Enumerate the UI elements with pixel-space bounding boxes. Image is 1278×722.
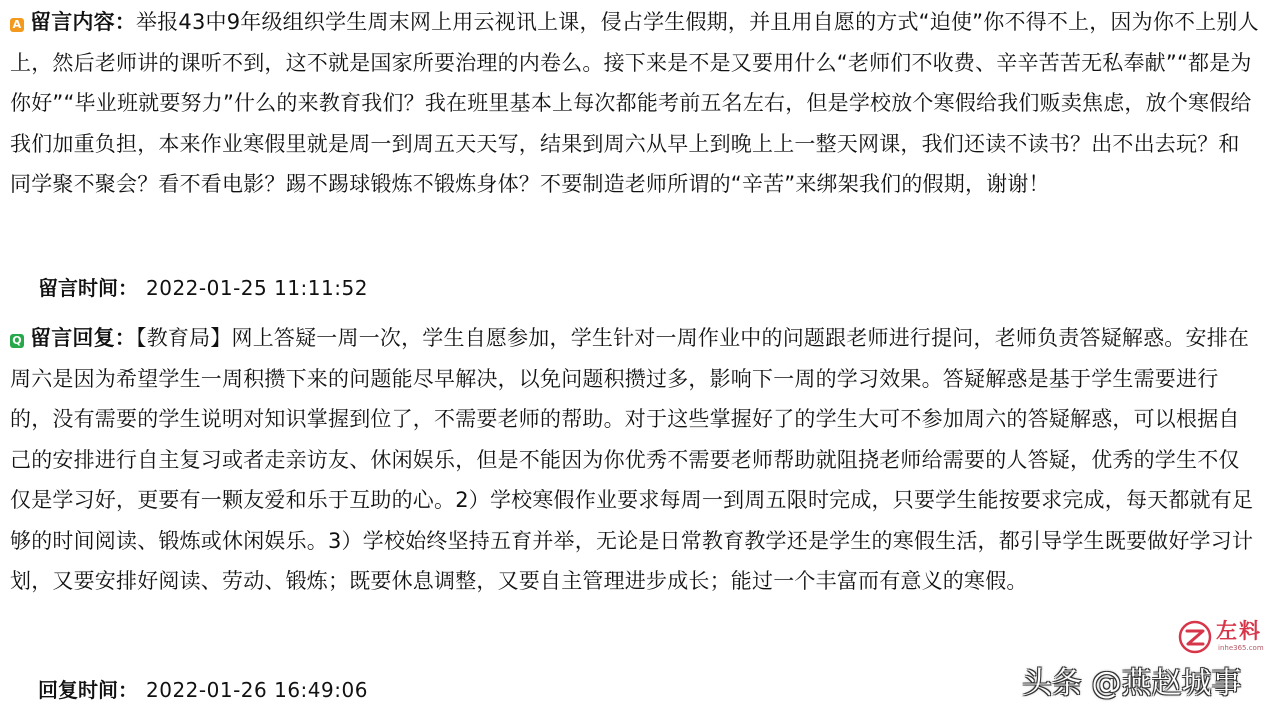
- message-content-label: 留言内容：: [30, 10, 136, 34]
- reply-content-label: 留言回复：: [30, 326, 136, 350]
- q-badge-icon: Q: [10, 334, 24, 348]
- source-watermark: 头条 @燕赵城事: [1022, 666, 1242, 701]
- zuoliao-logo-icon: [1178, 620, 1212, 654]
- reply-time-row: [38, 676, 368, 704]
- message-time-row: [38, 274, 368, 302]
- logo-subtext: inhe365.com: [1218, 644, 1264, 652]
- reply-time-value: 2022-01-26 16:49:06: [146, 678, 368, 702]
- reply-content: [10, 318, 1260, 602]
- message-content: [10, 2, 1260, 205]
- a-badge-icon: A: [10, 18, 24, 32]
- reply-time-label: 回复时间：: [38, 678, 138, 702]
- zuoliao-logo: [1178, 618, 1268, 658]
- message-time-label: 留言时间：: [38, 276, 138, 300]
- message-content-text: 举报43中9年级组织学生周末网上用云视讯上课，侵占学生假期，并且用自愿的方式“迫使”你不得不上，因为你不上别人上，然后老师讲的课听不到，这不就是国家所要治理的内卷么。接下来是不是又要用什么“老师们不收费、辛辛苦苦无私奉献”“都是为你好”“毕业班就要努力”什么的来教育我们？我在班里基本上每次都能考前五名左右，但是学校放个寒假给我们贩卖焦虑，放个寒假给我们加重负担，本来作业寒假里就是周一到周五天天写，结果到周六从早上到晚上上一整天网课，我们还读不读书？出不出去玩？和同学聚不聚会？看不看电影？踢不踢球锻炼不锻炼身体？不要制造老师所谓的“辛苦”来绑架我们的假期，谢谢！: [10, 10, 1259, 196]
- message-time-value: 2022-01-25 11:11:52: [146, 276, 368, 300]
- logo-text: 左料: [1216, 619, 1262, 643]
- reply-content-text: 【教育局】网上答疑一周一次，学生自愿参加，学生针对一周作业中的问题跟老师进行提问，老师负责答疑解惑。安排在周六是因为希望学生一周积攒下来的问题能尽早解决，以免问题积攒过多，影响下一周的学习效果。答疑解惑是基于学生需要进行的，没有需要的学生说明对知识掌握到位了，不需要老师的帮助。对于这些掌握好了的学生大可不参加周六的答疑解惑，可以根据自己的安排进行自主复习或者走亲访友、休闲娱乐，但是不能因为你优秀不需要老师帮助就阻挠老师给需要的人答疑，优秀的学生不仅仅是学习好，更要有一颗友爱和乐于互助的心。2）学校寒假作业要求每周一到周五限时完成，只要学生能按要求完成，每天都就有足够的时间阅读、锻炼或休闲娱乐。3）学校始终坚持五育并举，无论是日常教育教学还是学生的寒假生活，都引导学生既要做好学习计划，又要安排好阅读、劳动、锻炼；既要休息调整，又要自主管理进步成长；能过一个丰富而有意义的寒假。: [10, 326, 1254, 593]
